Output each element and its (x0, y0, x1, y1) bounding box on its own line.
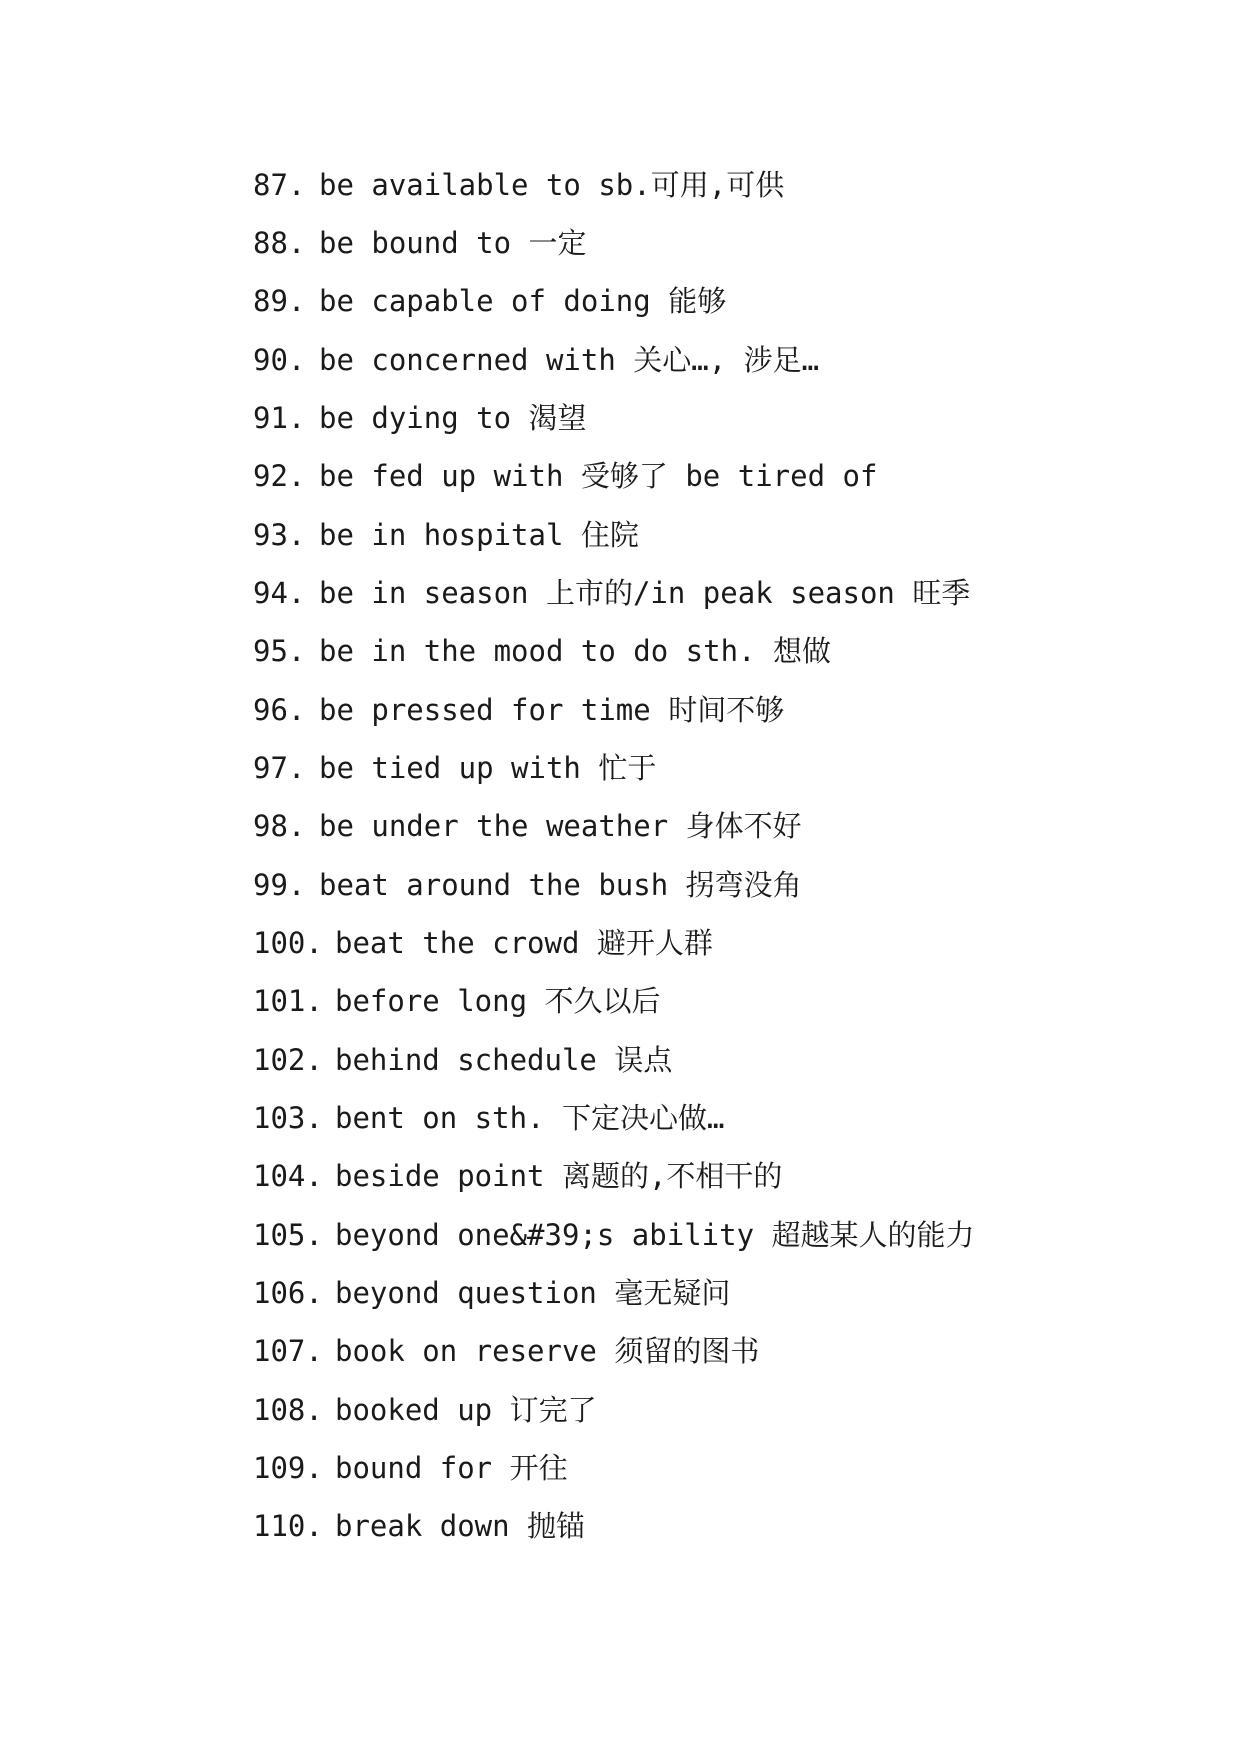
item-number: 101. (253, 984, 323, 1018)
item-text: be in hospital 住院 (319, 518, 639, 552)
list-item (253, 748, 656, 788)
item-text: beyond one&#39;s ability 超越某人的能力 (335, 1218, 975, 1252)
item-number: 108. (253, 1393, 323, 1427)
item-number: 107. (253, 1334, 323, 1368)
list-item (253, 515, 639, 555)
list-item (253, 1390, 597, 1430)
item-text: beat the crowd 避开人群 (335, 926, 713, 960)
item-text: behind schedule 误点 (335, 1043, 673, 1077)
item-text: beat around the bush 拐弯没角 (319, 868, 802, 902)
item-number: 100. (253, 926, 323, 960)
list-item (253, 1331, 759, 1371)
item-text: be in season 上市的/in peak season 旺季 (319, 576, 971, 610)
item-text: beyond question 毫无疑问 (335, 1276, 731, 1310)
list-item (253, 398, 587, 438)
item-number: 92. (253, 459, 306, 493)
list-item (253, 631, 831, 671)
list-item (253, 1040, 672, 1080)
list-item (253, 165, 784, 205)
list-item (253, 1506, 585, 1546)
item-text: be concerned with 关心…, 涉足… (319, 343, 820, 377)
item-number: 109. (253, 1451, 323, 1485)
item-text: bent on sth. 下定决心做… (335, 1101, 725, 1135)
item-number: 110. (253, 1509, 323, 1543)
item-number: 96. (253, 693, 306, 727)
item-text: book on reserve 须留的图书 (335, 1334, 760, 1368)
item-number: 105. (253, 1218, 323, 1252)
item-text: be pressed for time 时间不够 (319, 693, 785, 727)
item-number: 97. (253, 751, 306, 785)
list-item (253, 1448, 568, 1488)
item-number: 106. (253, 1276, 323, 1310)
item-text: be bound to 一定 (319, 226, 587, 260)
item-number: 102. (253, 1043, 323, 1077)
list-item (253, 281, 726, 321)
list-item (253, 981, 661, 1021)
item-text: be in the mood to do sth. 想做 (319, 634, 831, 668)
item-text: be under the weather 身体不好 (319, 809, 802, 843)
list-item (253, 573, 970, 613)
item-text: bound for 开往 (335, 1451, 568, 1485)
list-item (253, 923, 713, 963)
item-number: 99. (253, 868, 306, 902)
list-item (253, 340, 819, 380)
list-item (253, 865, 802, 905)
list-item (253, 1273, 730, 1313)
list-item (253, 1098, 724, 1138)
item-number: 93. (253, 518, 306, 552)
item-number: 103. (253, 1101, 323, 1135)
item-number: 98. (253, 809, 306, 843)
item-number: 88. (253, 226, 306, 260)
item-number: 94. (253, 576, 306, 610)
item-text: break down 抛锚 (335, 1509, 586, 1543)
item-text: be fed up with 受够了 be tired of (319, 459, 878, 493)
item-text: be tied up with 忙于 (319, 751, 657, 785)
list-item (253, 806, 802, 846)
item-text: before long 不久以后 (335, 984, 661, 1018)
item-number: 95. (253, 634, 306, 668)
list-item (253, 1156, 782, 1196)
item-text: booked up 订完了 (335, 1393, 597, 1427)
item-number: 89. (253, 284, 306, 318)
item-number: 91. (253, 401, 306, 435)
item-text: be dying to 渴望 (319, 401, 587, 435)
item-text: beside point 离题的,不相干的 (335, 1159, 783, 1193)
item-text: be capable of doing 能够 (319, 284, 727, 318)
item-number: 87. (253, 168, 306, 202)
list-item (253, 456, 877, 496)
list-item (253, 1215, 975, 1255)
item-number: 90. (253, 343, 306, 377)
item-number: 104. (253, 1159, 323, 1193)
item-text: be available to sb.可用,可供 (319, 168, 785, 202)
list-item (253, 690, 784, 730)
list-item (253, 223, 587, 263)
